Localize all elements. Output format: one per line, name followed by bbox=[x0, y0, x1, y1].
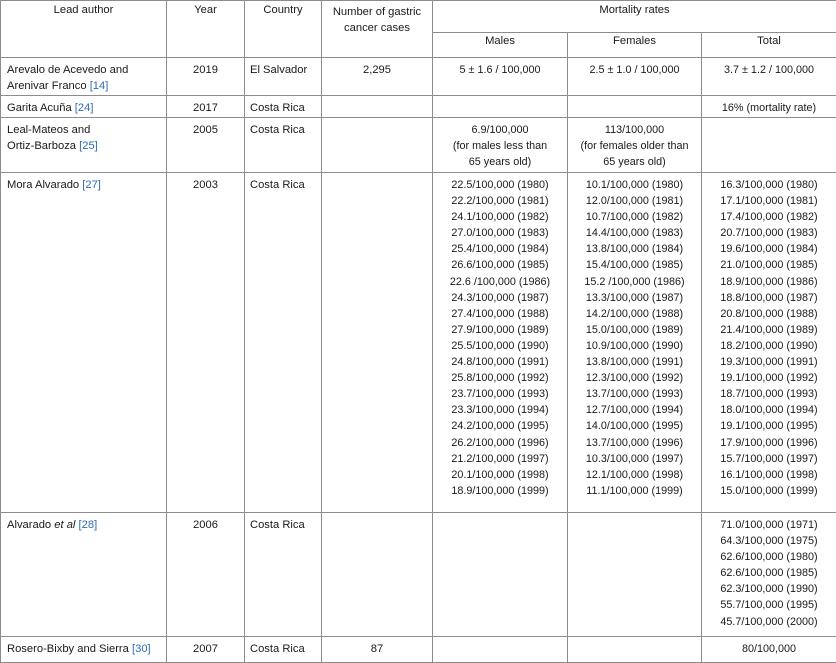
reference-link[interactable]: [24] bbox=[75, 102, 94, 114]
males-rate-value: 26.2/100,000 (1996) bbox=[433, 435, 567, 451]
females-rate-cell bbox=[568, 513, 702, 637]
table-row bbox=[1, 513, 836, 637]
author-name: Arenivar Franco bbox=[7, 80, 87, 92]
country-cell: Costa Rica bbox=[245, 96, 322, 118]
year-cell: 2017 bbox=[167, 96, 245, 118]
author-name: Leal-Mateos and bbox=[7, 124, 90, 136]
author-name: Ortiz-Barboza bbox=[7, 140, 76, 152]
males-rate-value: 27.4/100,000 (1988) bbox=[433, 306, 567, 322]
males-rate-value: 65 years old) bbox=[433, 154, 567, 170]
total-rate-value: 16.3/100,000 (1980) bbox=[702, 177, 836, 193]
country-cell: Costa Rica bbox=[245, 637, 322, 663]
females-rate-cell bbox=[568, 96, 702, 118]
females-rate-value: 15.4/100,000 (1985) bbox=[568, 257, 701, 273]
males-rate-value: 22.6 /100,000 (1986) bbox=[433, 274, 567, 290]
males-rate-value: 24.2/100,000 (1995) bbox=[433, 418, 567, 434]
total-rate-value: 18.8/100,000 (1987) bbox=[702, 290, 836, 306]
males-rate-value: 27.9/100,000 (1989) bbox=[433, 322, 567, 338]
females-rate-value: 2.5 ± 1.0 / 100,000 bbox=[568, 62, 701, 78]
total-rate-value: 17.9/100,000 (1996) bbox=[702, 435, 836, 451]
total-rate-cell bbox=[702, 513, 836, 637]
males-rate-value: 25.4/100,000 (1984) bbox=[433, 241, 567, 257]
females-rate-cell bbox=[568, 637, 702, 663]
males-rate-cell bbox=[433, 118, 568, 173]
country-cell: El Salvador bbox=[245, 58, 322, 96]
lead-author-cell bbox=[1, 173, 167, 513]
males-rate-cell bbox=[433, 513, 568, 637]
males-rate-cell bbox=[433, 58, 568, 96]
females-rate-cell bbox=[568, 173, 702, 513]
total-rate-value: 18.0/100,000 (1994) bbox=[702, 402, 836, 418]
males-rate-value: 27.0/100,000 (1983) bbox=[433, 225, 567, 241]
table-row bbox=[1, 173, 836, 513]
females-rate-value: 13.7/100,000 (1993) bbox=[568, 386, 701, 402]
total-rate-value: 19.3/100,000 (1991) bbox=[702, 354, 836, 370]
females-rate-value: (for females older than bbox=[568, 138, 701, 154]
females-rate-value: 14.4/100,000 (1983) bbox=[568, 225, 701, 241]
males-rate-value: 21.2/100,000 (1997) bbox=[433, 451, 567, 467]
males-rate-value: 24.8/100,000 (1991) bbox=[433, 354, 567, 370]
country-cell: Costa Rica bbox=[245, 118, 322, 173]
total-rate-value: 55.7/100,000 (1995) bbox=[702, 597, 836, 613]
females-rate-value: 12.0/100,000 (1981) bbox=[568, 193, 701, 209]
females-rate-value: 15.2 /100,000 (1986) bbox=[568, 274, 701, 290]
females-rate-value: 12.7/100,000 (1994) bbox=[568, 402, 701, 418]
cases-cell bbox=[322, 118, 433, 173]
cases-cell bbox=[322, 513, 433, 637]
reference-link[interactable]: [25] bbox=[79, 140, 98, 152]
females-rate-value: 12.3/100,000 (1992) bbox=[568, 370, 701, 386]
males-rate-value: 23.7/100,000 (1993) bbox=[433, 386, 567, 402]
lead-author-cell bbox=[1, 118, 167, 173]
total-rate-value: 18.2/100,000 (1990) bbox=[702, 338, 836, 354]
total-rate-value: 21.0/100,000 (1985) bbox=[702, 257, 836, 273]
lead-author-cell bbox=[1, 637, 167, 663]
col-females: Females bbox=[568, 33, 702, 58]
country-cell: Costa Rica bbox=[245, 173, 322, 513]
cases-cell: 2,295 bbox=[322, 58, 433, 96]
males-rate-value: (for males less than bbox=[433, 138, 567, 154]
col-lead-author: Lead author bbox=[1, 1, 167, 58]
total-rate-value: 20.7/100,000 (1983) bbox=[702, 225, 836, 241]
table-row bbox=[1, 637, 836, 663]
author-name: Alvarado et al bbox=[7, 519, 75, 531]
total-rate-value: 62.3/100,000 (1990) bbox=[702, 581, 836, 597]
males-rate-cell bbox=[433, 173, 568, 513]
lead-author-cell bbox=[1, 513, 167, 637]
reference-link[interactable]: [14] bbox=[90, 80, 109, 92]
males-rate-value: 26.6/100,000 (1985) bbox=[433, 257, 567, 273]
year-cell: 2007 bbox=[167, 637, 245, 663]
females-rate-value: 113/100,000 bbox=[568, 122, 701, 138]
author-name: Garita Acuña bbox=[7, 102, 72, 114]
total-rate-value: 20.8/100,000 (1988) bbox=[702, 306, 836, 322]
males-rate-cell bbox=[433, 96, 568, 118]
header-row-top bbox=[1, 1, 836, 33]
total-rate-value: 18.9/100,000 (1986) bbox=[702, 274, 836, 290]
cases-cell bbox=[322, 96, 433, 118]
col-males: Males bbox=[433, 33, 568, 58]
females-rate-value: 12.1/100,000 (1998) bbox=[568, 467, 701, 483]
col-mortality-rates: Mortality rates bbox=[433, 1, 836, 33]
females-rate-value: 65 years old) bbox=[568, 154, 701, 170]
table-body bbox=[1, 58, 836, 663]
females-rate-cell bbox=[568, 58, 702, 96]
males-rate-value: 24.1/100,000 (1982) bbox=[433, 209, 567, 225]
author-name: Arevalo de Acevedo and bbox=[7, 64, 128, 76]
males-rate-value: 18.9/100,000 (1999) bbox=[433, 483, 567, 499]
lead-author-cell bbox=[1, 96, 167, 118]
total-rate-cell bbox=[702, 58, 836, 96]
females-rate-value: 14.0/100,000 (1995) bbox=[568, 418, 701, 434]
females-rate-cell bbox=[568, 118, 702, 173]
total-rate-value: 64.3/100,000 (1975) bbox=[702, 533, 836, 549]
year-cell: 2006 bbox=[167, 513, 245, 637]
males-rate-value: 25.8/100,000 (1992) bbox=[433, 370, 567, 386]
total-rate-value: 71.0/100,000 (1971) bbox=[702, 517, 836, 533]
females-rate-value: 13.3/100,000 (1987) bbox=[568, 290, 701, 306]
total-rate-value: 15.0/100,000 (1999) bbox=[702, 483, 836, 499]
reference-link[interactable]: [28] bbox=[79, 519, 98, 531]
females-rate-value: 10.3/100,000 (1997) bbox=[568, 451, 701, 467]
table-row bbox=[1, 96, 836, 118]
total-rate-value: 62.6/100,000 (1985) bbox=[702, 565, 836, 581]
males-rate-value: 6.9/100,000 bbox=[433, 122, 567, 138]
year-cell: 2005 bbox=[167, 118, 245, 173]
table-row bbox=[1, 118, 836, 173]
total-rate-cell bbox=[702, 118, 836, 173]
females-rate-value: 13.7/100,000 (1996) bbox=[568, 435, 701, 451]
total-rate-value: 3.7 ± 1.2 / 100,000 bbox=[702, 62, 836, 78]
col-cases: Number of gastric cancer cases bbox=[322, 1, 433, 58]
reference-link[interactable]: [30] bbox=[132, 643, 151, 655]
total-rate-cell bbox=[702, 96, 836, 118]
author-name: Rosero-Bixby and Sierra bbox=[7, 643, 129, 655]
year-cell: 2003 bbox=[167, 173, 245, 513]
col-total: Total bbox=[702, 33, 836, 58]
males-rate-value: 23.3/100,000 (1994) bbox=[433, 402, 567, 418]
col-year: Year bbox=[167, 1, 245, 58]
males-rate-cell bbox=[433, 637, 568, 663]
females-rate-value: 13.8/100,000 (1984) bbox=[568, 241, 701, 257]
males-rate-value: 24.3/100,000 (1987) bbox=[433, 290, 567, 306]
total-rate-cell bbox=[702, 173, 836, 513]
females-rate-value: 10.1/100,000 (1980) bbox=[568, 177, 701, 193]
total-rate-value: 17.1/100,000 (1981) bbox=[702, 193, 836, 209]
total-rate-value: 18.7/100,000 (1993) bbox=[702, 386, 836, 402]
reference-link[interactable]: [27] bbox=[82, 179, 101, 191]
total-rate-value: 80/100,000 bbox=[702, 641, 836, 657]
total-rate-cell bbox=[702, 637, 836, 663]
author-name: Mora Alvarado bbox=[7, 179, 79, 191]
cases-cell: 87 bbox=[322, 637, 433, 663]
females-rate-value: 10.7/100,000 (1982) bbox=[568, 209, 701, 225]
total-rate-value: 19.1/100,000 (1995) bbox=[702, 418, 836, 434]
females-rate-value: 10.9/100,000 (1990) bbox=[568, 338, 701, 354]
total-rate-value: 21.4/100,000 (1989) bbox=[702, 322, 836, 338]
total-rate-value: 16.1/100,000 (1998) bbox=[702, 467, 836, 483]
total-rate-value: 62.6/100,000 (1980) bbox=[702, 549, 836, 565]
cases-cell bbox=[322, 173, 433, 513]
total-rate-value: 45.7/100,000 (2000) bbox=[702, 614, 836, 630]
females-rate-value: 14.2/100,000 (1988) bbox=[568, 306, 701, 322]
country-cell: Costa Rica bbox=[245, 513, 322, 637]
males-rate-value: 20.1/100,000 (1998) bbox=[433, 467, 567, 483]
total-rate-value: 19.6/100,000 (1984) bbox=[702, 241, 836, 257]
females-rate-value: 13.8/100,000 (1991) bbox=[568, 354, 701, 370]
total-rate-value: 19.1/100,000 (1992) bbox=[702, 370, 836, 386]
males-rate-value: 22.2/100,000 (1981) bbox=[433, 193, 567, 209]
total-rate-value: 17.4/100,000 (1982) bbox=[702, 209, 836, 225]
total-rate-value: 16% (mortality rate) bbox=[702, 100, 836, 116]
females-rate-value: 15.0/100,000 (1989) bbox=[568, 322, 701, 338]
total-rate-value: 15.7/100,000 (1997) bbox=[702, 451, 836, 467]
col-country: Country bbox=[245, 1, 322, 58]
females-rate-value: 11.1/100,000 (1999) bbox=[568, 483, 701, 499]
table-row bbox=[1, 58, 836, 96]
lead-author-cell bbox=[1, 58, 167, 96]
year-cell: 2019 bbox=[167, 58, 245, 96]
males-rate-value: 5 ± 1.6 / 100,000 bbox=[433, 62, 567, 78]
males-rate-value: 25.5/100,000 (1990) bbox=[433, 338, 567, 354]
males-rate-value: 22.5/100,000 (1980) bbox=[433, 177, 567, 193]
